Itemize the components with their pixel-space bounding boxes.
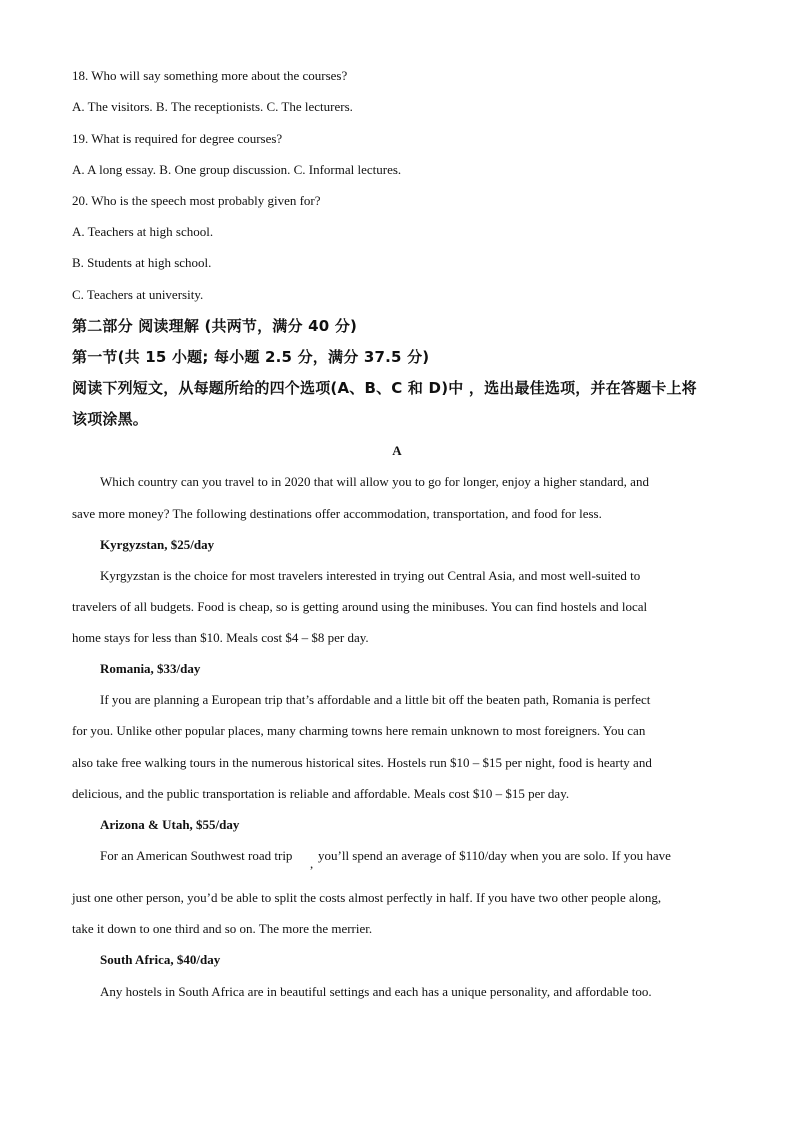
south-africa-heading: South Africa, $40/day [100,952,221,967]
kyrgyzstan-heading: Kyrgyzstan, $25/day [100,537,215,552]
question-20: 20. Who is the speech most probably given for? [72,193,321,208]
arizona-utah-line-1b: you’ll spend an average of $110/day when you are solo. If you have [318,848,671,863]
question-19: 19. What is required for degree courses? [72,131,283,146]
question-20-option-a: A. Teachers at high school. [72,224,214,239]
kyrgyzstan-line-3: home stays for less than $10. Meals cost $4 – $8 per day. [72,630,369,645]
question-20-option-c: C. Teachers at university. [72,287,204,302]
romania-line-4: delicious, and the public transportation is reliable and affordable. Meals cost $10 – $15 per day. [72,786,570,801]
question-18: 18. Who will say something more about the courses? [72,68,348,83]
instruction-line-1: 阅读下列短文，从每题所给的四个选项(A、B、C 和 D)中 ，选出最佳选项，并在答题卡上将 [72,379,697,397]
south-africa-line-1: Any hostels in South Africa are in beautiful settings and each has a unique personality, and affordable too. [100,984,652,999]
romania-line-3: also take free walking tours in the numerous historical sites. Hostels run $10 – $15 per night, food is hearty and [72,755,652,770]
kyrgyzstan-line-1: Kyrgyzstan is the choice for most travelers interested in trying out Central Asia, and most well-suited to [100,568,641,583]
romania-line-1: If you are planning a European trip that’s affordable and a little bit off the beaten path, Romania is perfect [100,692,651,707]
romania-heading: Romania, $33/day [100,661,201,676]
arizona-utah-line-1a: For an American Southwest road trip [100,848,293,863]
arizona-utah-heading: Arizona & Utah, $55/day [100,817,240,832]
passage-letter: A [392,443,402,458]
question-18-options: A. The visitors. B. The receptionists. C. The lecturers. [72,99,353,114]
passage-intro-line-2: save more money? The following destinations offer accommodation, transportation, and food for less. [72,506,602,521]
romania-line-2: for you. Unlike other popular places, many charming towns here remain unknown to most foreigners. You can [72,723,646,738]
arizona-utah-line-3: take it down to one third and so on. The more the merrier. [72,921,373,936]
section-one-heading: 第一节(共 15 小题; 每小题 2.5 分，满分 37.5 分) [72,348,430,366]
instruction-line-2: 该项涂黑。 [72,410,149,428]
question-20-option-b: B. Students at high school. [72,255,212,270]
question-19-options: A. A long essay. B. One group discussion. C. Informal lectures. [72,162,402,177]
part-two-heading: 第二部分 阅读理解 (共两节，满分 40 分) [72,317,358,335]
kyrgyzstan-line-2: travelers of all budgets. Food is cheap, so is getting around using the minibuses. You can find hostels and local [72,599,648,614]
passage-intro-line-1: Which country can you travel to in 2020 that will allow you to go for longer, enjoy a higher standard, and [100,474,649,489]
arizona-utah-comma: , [310,856,314,871]
arizona-utah-line-2: just one other person, you’d be able to split the costs almost perfectly in half. If you have two other people along, [72,890,662,905]
